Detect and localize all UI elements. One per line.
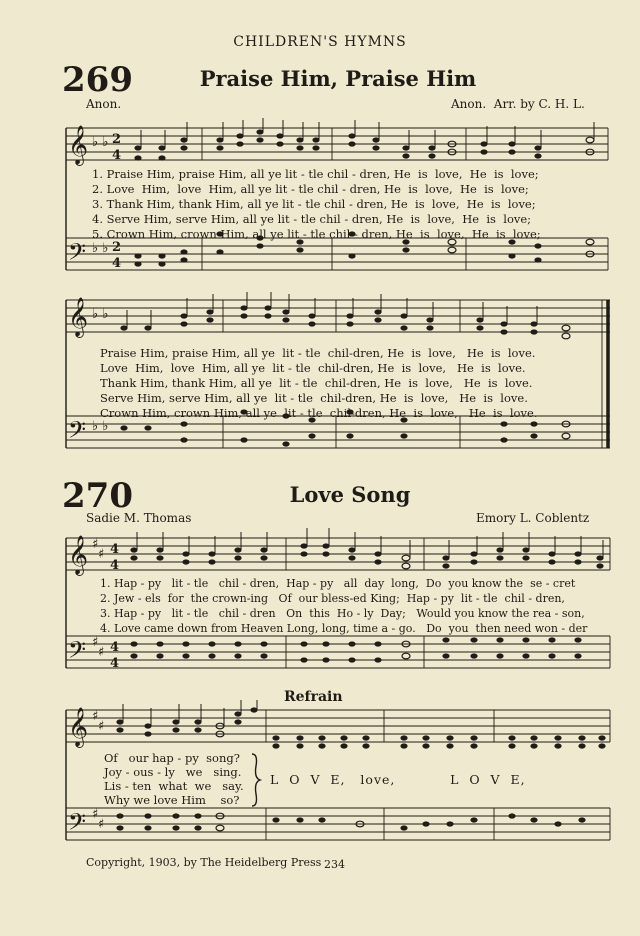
svg-text:𝄢: 𝄢 — [68, 636, 87, 669]
svg-text:𝄞: 𝄞 — [68, 297, 89, 337]
section-title: CHILDREN'S HYMNS — [233, 34, 407, 50]
music-credit: Anon. Arr. by C. H. L. — [451, 97, 585, 111]
hymn-title: Praise Him, Praise Him — [199, 66, 477, 91]
verse-lyrics-line: Thank Him, thank Him, all ye lit - tle chil-dren, He is love, He is love. — [100, 376, 533, 390]
verse-lyrics-line: Lis - ten what we say. — [104, 779, 244, 793]
hymn-number: 269 — [62, 60, 133, 100]
page-number: 234 — [324, 858, 345, 871]
svg-text:𝄞: 𝄞 — [68, 707, 89, 747]
verse-lyrics-line: 5. Crown Him, crown Him, all ye lit - tle chil - dren, He is love, He is love; — [92, 227, 541, 241]
svg-text:2: 2 — [112, 240, 122, 255]
verse-lyrics-line: Of our hap - py song? — [104, 751, 240, 765]
svg-text:♯: ♯ — [92, 537, 99, 552]
copyright-notice: Copyright, 1903, by The Heidelberg Press — [86, 856, 322, 869]
svg-text:𝄞: 𝄞 — [68, 535, 89, 575]
verse-lyrics-line: Why we love Him so? — [104, 793, 240, 807]
verse-lyrics-line: Crown Him, crown Him, all ye lit - tle chil-dren, He is love, He is love. — [100, 406, 538, 420]
svg-text:♯: ♯ — [98, 719, 105, 734]
svg-text:4: 4 — [112, 148, 122, 163]
svg-text:♯: ♯ — [92, 635, 99, 650]
verse-lyrics-line: 1. Hap - py lit - tle chil - dren, Hap - py all day long, Do you know the se - cret — [100, 577, 576, 590]
verse-lyrics-line: Serve Him, serve Him, all ye lit - tle chil-dren, He is love, He is love. — [100, 391, 528, 405]
verse-lyrics-line: Joy - ous - ly we sing. — [104, 765, 242, 779]
verse-lyrics-line: 2. Jew - els for the crown-ing Of our bless-ed King; Hap - py lit - tle chil - dren, — [100, 592, 565, 605]
svg-text:4: 4 — [112, 256, 122, 271]
verse-lyrics-line: 3. Hap - py lit - tle chil - dren On this Ho - ly Day; Would you know the rea - son, — [100, 607, 585, 620]
verse-lyrics-line: 2. Love Him, love Him, all ye lit - tle chil - dren, He is love, He is love; — [92, 182, 529, 196]
verse-lyrics-line: 4. Serve Him, serve Him, all ye lit - tle chil - dren, He is love, He is love; — [92, 212, 532, 226]
svg-text:𝄢: 𝄢 — [68, 416, 87, 449]
verse-lyrics-line: 1. Praise Him, praise Him, all ye lit - tle chil - dren, He is love, He is love; — [92, 167, 539, 181]
svg-text:𝄢: 𝄢 — [68, 238, 87, 271]
svg-text:♭ ♭: ♭ ♭ — [92, 241, 109, 256]
svg-text:♯: ♯ — [92, 709, 99, 724]
svg-text:♭ ♭: ♭ ♭ — [92, 135, 109, 150]
svg-text:♯: ♯ — [98, 645, 105, 660]
svg-text:♯: ♯ — [92, 807, 99, 822]
svg-text:4: 4 — [110, 640, 120, 655]
hymn-title: Love Song — [289, 482, 411, 507]
svg-text:4: 4 — [110, 542, 120, 557]
svg-text:4: 4 — [110, 558, 120, 573]
svg-text:𝄞: 𝄞 — [68, 125, 89, 165]
svg-text:♯: ♯ — [98, 817, 105, 832]
svg-text:4: 4 — [110, 656, 120, 671]
refrain-label: Refrain — [284, 689, 343, 705]
verse-lyrics-line: 4. Love came down from Heaven Long, long, time a - go. Do you then need won - der — [100, 622, 588, 635]
music-credit: Emory L. Coblentz — [476, 511, 590, 525]
svg-text:𝄢: 𝄢 — [68, 808, 87, 841]
refrain-lyrics: L O V E, love, L O V E, — [270, 772, 526, 787]
svg-text:♭ ♭: ♭ ♭ — [92, 307, 109, 322]
hymn-number: 270 — [62, 476, 133, 516]
svg-text:2: 2 — [112, 132, 122, 147]
verse-lyrics-line: 3. Thank Him, thank Him, all ye lit - tle chil - dren, He is love, He is love; — [92, 197, 536, 211]
verse-brace — [248, 752, 262, 808]
words-credit: Sadie M. Thomas — [86, 511, 192, 525]
verse-lyrics-line: Love Him, love Him, all ye lit - tle chil-dren, He is love, He is love. — [100, 361, 526, 375]
verse-lyrics-line: Praise Him, praise Him, all ye lit - tle chil-dren, He is love, He is love. — [100, 346, 536, 360]
svg-text:♭ ♭: ♭ ♭ — [92, 419, 109, 434]
svg-text:♯: ♯ — [98, 547, 105, 562]
words-credit: Anon. — [86, 97, 122, 111]
